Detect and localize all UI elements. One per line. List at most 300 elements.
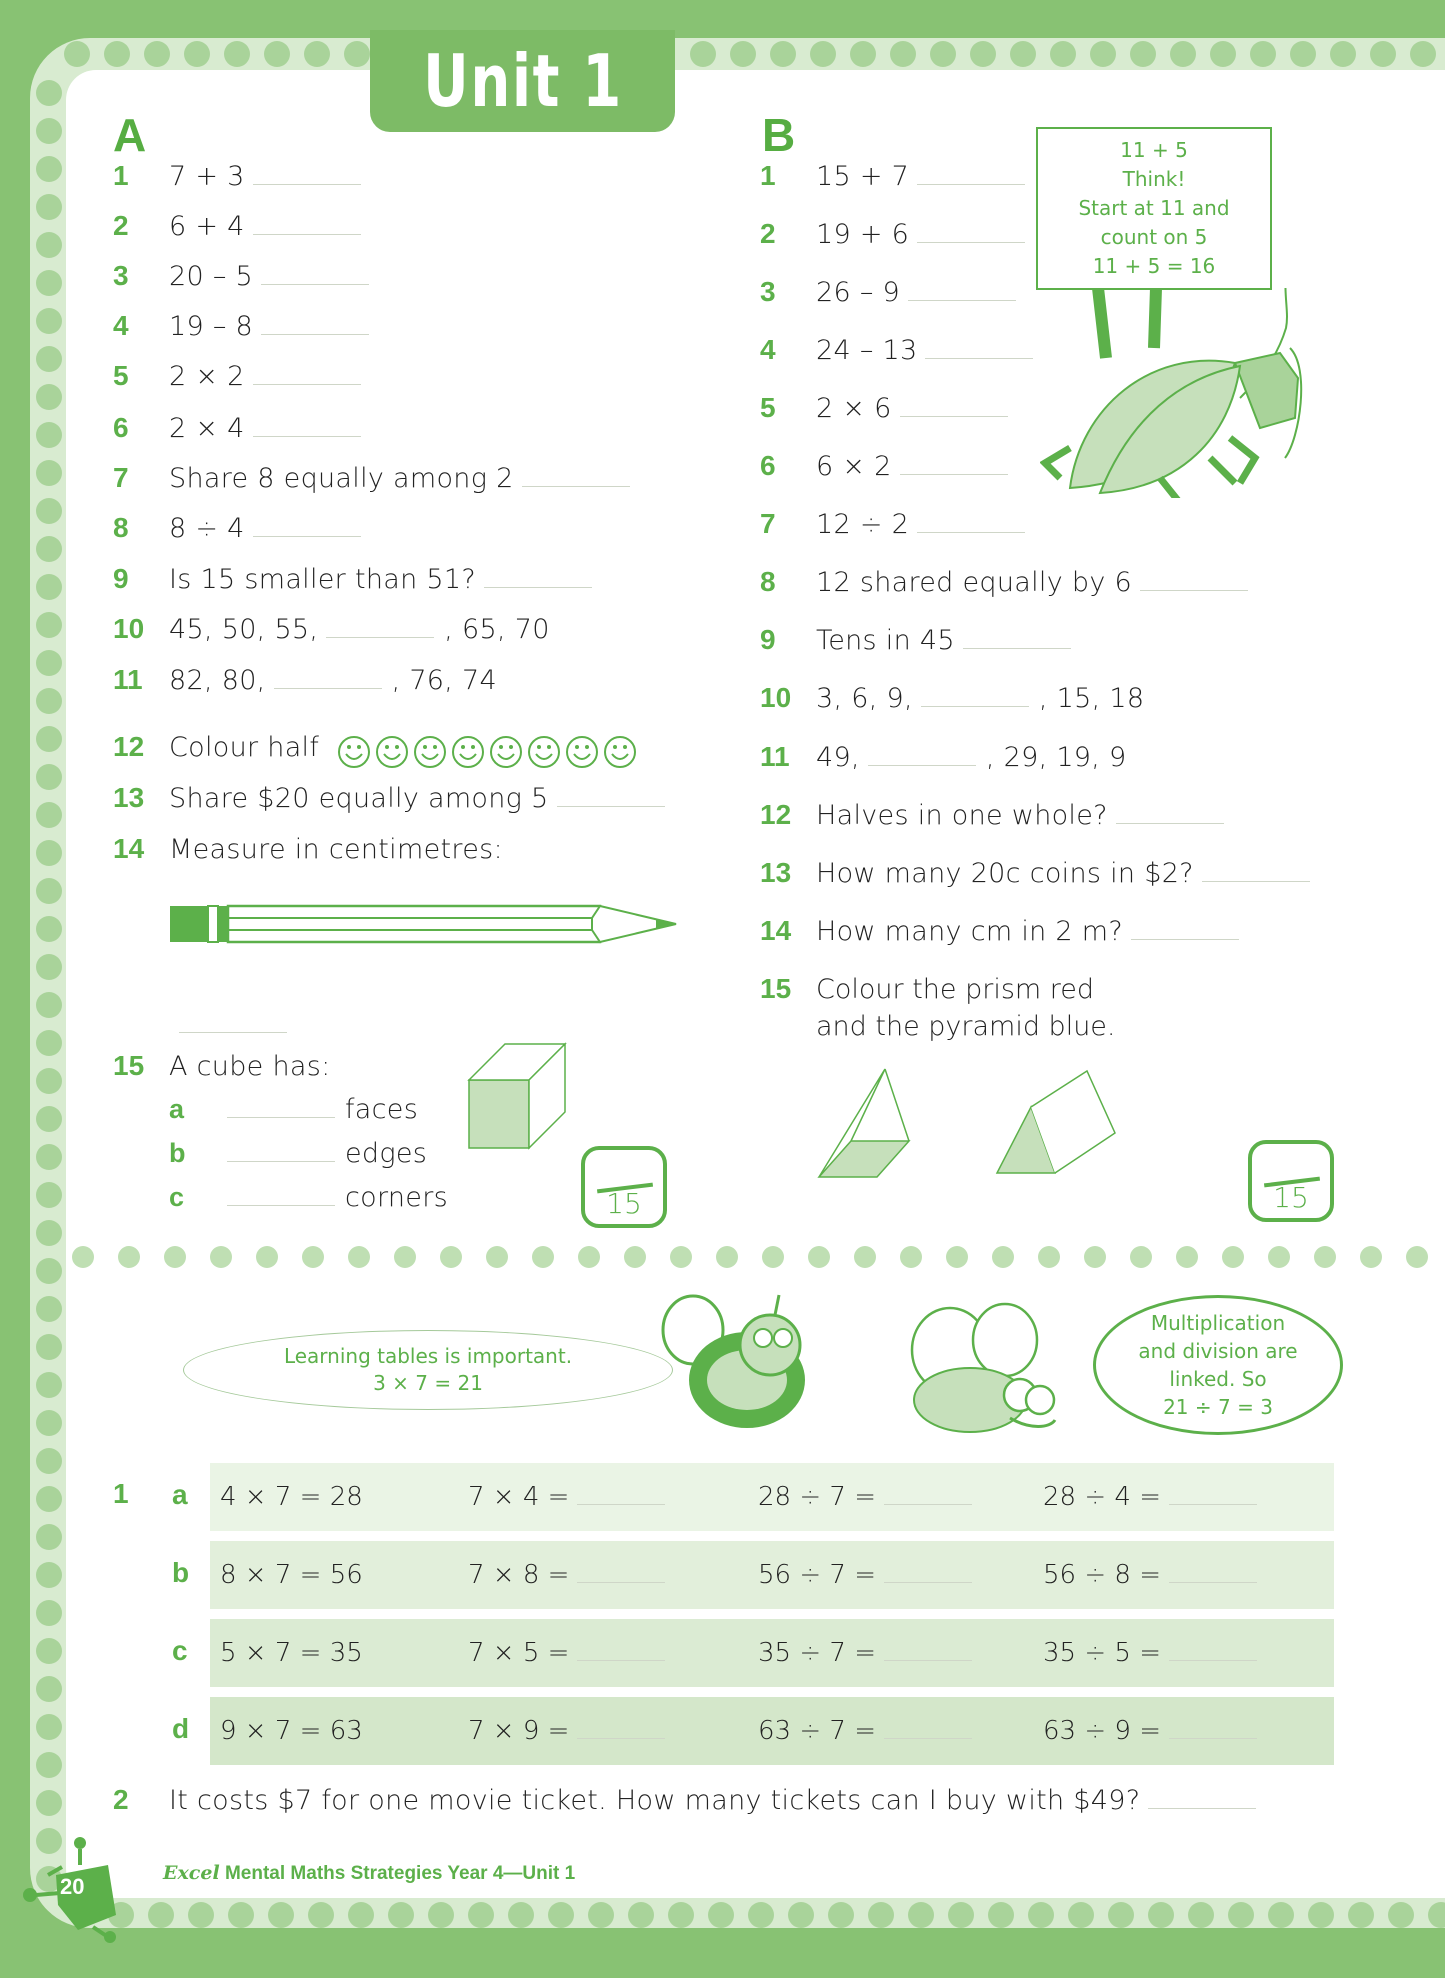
answer-blank[interactable] <box>326 637 434 638</box>
question-number: 2 <box>113 1784 129 1815</box>
border-dot <box>36 1752 62 1778</box>
border-dot <box>36 1448 62 1474</box>
answer-blank[interactable] <box>577 1660 665 1661</box>
border-dot <box>854 1246 876 1268</box>
question-number: 12 <box>113 731 145 762</box>
border-dot <box>930 41 956 67</box>
question-text: Measure in centimetres: <box>169 834 503 865</box>
footer-title-text: Mental Maths Strategies Year 4—Unit 1 <box>224 1863 576 1884</box>
answer-blank[interactable] <box>917 532 1025 533</box>
question-13 <box>113 782 665 814</box>
question-number: 15 <box>113 1050 145 1081</box>
practice-question-1-number: 1 <box>113 1478 129 1509</box>
smiley-row <box>336 734 638 770</box>
border-dot <box>670 1246 692 1268</box>
answer-blank[interactable] <box>1116 823 1224 824</box>
question-text: 19 + 6 <box>816 219 910 250</box>
practice-equation <box>1043 1716 1257 1746</box>
answer-blank[interactable] <box>908 300 1016 301</box>
answer-blank[interactable] <box>577 1504 665 1505</box>
question-number: 2 <box>113 210 129 241</box>
border-dot <box>668 1902 694 1928</box>
border-dot <box>36 688 62 714</box>
border-dot <box>468 1902 494 1928</box>
question-4 <box>113 310 369 342</box>
answer-blank[interactable] <box>900 416 1008 417</box>
border-dot <box>1108 1902 1134 1928</box>
question-15-part-c <box>169 1182 448 1213</box>
border-dot <box>36 1182 62 1208</box>
question-text: 20 – 5 <box>169 261 253 292</box>
border-dot <box>36 232 62 258</box>
answer-blank[interactable] <box>253 184 361 185</box>
border-dot <box>1370 41 1396 67</box>
footer-title <box>163 1862 575 1885</box>
pyramid-and-prism-illustration <box>815 1065 1155 1185</box>
question-2 <box>760 218 1025 250</box>
border-dot <box>36 840 62 866</box>
practice-equation <box>758 1560 972 1590</box>
answer-blank[interactable] <box>253 536 361 537</box>
equation-text: 63 ÷ 9 = <box>1043 1716 1161 1746</box>
border-dot <box>992 1246 1014 1268</box>
page-number: 20 <box>60 1874 85 1899</box>
given-fact <box>220 1560 363 1590</box>
bee-tip-line: Learning tables is important. <box>283 1344 573 1368</box>
hint-line: 11 + 5 <box>1120 138 1188 162</box>
border-dot <box>900 1246 922 1268</box>
answer-blank[interactable] <box>1169 1582 1257 1583</box>
border-dot <box>748 1902 774 1928</box>
pencil-illustration <box>168 900 683 950</box>
question-number: 5 <box>113 360 129 391</box>
equation-text: 4 × 7 = 28 <box>220 1482 363 1512</box>
border-dot <box>1250 41 1276 67</box>
question-text: , 15, 18 <box>1038 683 1145 714</box>
equation-text: 7 × 9 = <box>468 1716 570 1746</box>
answer-blank[interactable] <box>261 284 369 285</box>
question-8 <box>760 566 1248 598</box>
question-7 <box>760 508 1025 540</box>
answer-blank[interactable] <box>1202 881 1310 882</box>
question-4 <box>760 334 1033 366</box>
smiley-face-icon[interactable] <box>412 734 448 770</box>
border-dot <box>770 41 796 67</box>
border-dot <box>256 1246 278 1268</box>
answer-blank[interactable] <box>253 234 361 235</box>
border-dot <box>868 1902 894 1928</box>
question-text: Tens in 45 <box>816 625 955 656</box>
answer-blank[interactable] <box>884 1504 972 1505</box>
border-dot <box>1388 1902 1414 1928</box>
border-dot <box>908 1902 934 1928</box>
border-dot <box>762 1246 784 1268</box>
question-text: and the pyramid blue. <box>816 1011 1116 1042</box>
question-11 <box>113 664 497 696</box>
border-dot <box>1028 1902 1054 1928</box>
question-text: 45, 50, 55, <box>169 614 319 645</box>
fly-speech-bubble <box>1093 1295 1343 1435</box>
question-number: 4 <box>113 310 129 341</box>
hint-line: Think! <box>1122 167 1186 191</box>
equation-text: 35 ÷ 5 = <box>1043 1638 1161 1668</box>
border-dot <box>164 1246 186 1268</box>
answer-blank[interactable] <box>577 1738 665 1739</box>
part-label: c <box>169 1182 185 1212</box>
practice-equation <box>468 1560 665 1590</box>
hint-sign <box>1036 127 1272 290</box>
fly-tip-line: 21 ÷ 7 = 3 <box>1163 1395 1273 1419</box>
border-dot <box>486 1246 508 1268</box>
answer-blank[interactable] <box>900 474 1008 475</box>
question-text: 82, 80, <box>169 665 266 696</box>
equation-text: 56 ÷ 7 = <box>758 1560 876 1590</box>
section-b-score-box <box>1248 1140 1334 1222</box>
answer-blank[interactable] <box>1169 1660 1257 1661</box>
answer-blank[interactable] <box>274 688 382 689</box>
hint-line: 11 + 5 = 16 <box>1092 254 1216 278</box>
smiley-face-icon[interactable] <box>526 734 562 770</box>
equation-text: 8 × 7 = 56 <box>220 1560 363 1590</box>
question-text: 12 shared equally by 6 <box>816 567 1132 598</box>
border-dot <box>394 1246 416 1268</box>
border-dot <box>348 1902 374 1928</box>
border-dot <box>36 1068 62 1094</box>
answer-blank[interactable] <box>921 706 1029 707</box>
answer-blank[interactable] <box>577 1582 665 1583</box>
question-5 <box>113 360 361 392</box>
border-dot <box>268 1902 294 1928</box>
practice-equation <box>758 1482 972 1512</box>
border-dot <box>36 1372 62 1398</box>
given-fact <box>220 1716 363 1746</box>
equation-text: 7 × 4 = <box>468 1482 570 1512</box>
question-number: 8 <box>760 566 776 597</box>
border-dot <box>1314 1246 1336 1268</box>
question-number: 11 <box>760 741 790 772</box>
question-text: 8 ÷ 4 <box>169 513 245 544</box>
question-text: , 76, 74 <box>391 665 498 696</box>
question-number: 7 <box>760 508 776 539</box>
border-dot <box>624 1246 646 1268</box>
section-b-score-total: 15 <box>1273 1181 1309 1214</box>
question-6 <box>113 412 361 444</box>
border-dot <box>548 1902 574 1928</box>
question-text: , 65, 70 <box>444 614 550 645</box>
border-dot <box>1290 41 1316 67</box>
question-text: 7 + 3 <box>169 161 245 192</box>
border-dot <box>104 41 130 67</box>
cricket-illustration <box>1040 288 1340 498</box>
question-text: 2 × 6 <box>816 393 892 424</box>
border-dot <box>36 460 62 486</box>
question-number: 1 <box>760 160 776 191</box>
question-3 <box>760 276 1016 308</box>
border-dot <box>36 1562 62 1588</box>
question-5 <box>760 392 1008 424</box>
equation-text: 5 × 7 = 35 <box>220 1638 363 1668</box>
answer-blank[interactable] <box>227 1161 335 1162</box>
part-label: a <box>169 1094 185 1124</box>
border-dot <box>730 41 756 67</box>
smiley-face-icon[interactable] <box>564 734 600 770</box>
answer-blank[interactable] <box>522 486 630 487</box>
border-dot <box>1050 41 1076 67</box>
question-number: 3 <box>760 276 776 307</box>
question-text: Is 15 smaller than 51? <box>169 564 476 595</box>
question-13 <box>760 857 1310 889</box>
border-dot <box>188 1902 214 1928</box>
hint-line: count on 5 <box>1100 225 1208 249</box>
question-text: 6 × 2 <box>816 451 892 482</box>
question-number: 10 <box>113 613 145 644</box>
border-dot <box>36 156 62 182</box>
smiley-face-icon[interactable] <box>450 734 486 770</box>
fly-tip-line: and division are <box>1138 1339 1298 1363</box>
question-text: How many cm in 2 m? <box>816 916 1124 947</box>
answer-blank[interactable] <box>868 765 976 766</box>
border-dot <box>1406 1246 1428 1268</box>
question-1 <box>113 160 361 192</box>
border-dot <box>708 1902 734 1928</box>
smiley-face-icon[interactable] <box>488 734 524 770</box>
answer-blank[interactable] <box>227 1205 335 1206</box>
question-number: 13 <box>760 857 792 888</box>
question-10 <box>113 613 550 645</box>
border-dot <box>36 650 62 676</box>
smiley-face-icon[interactable] <box>374 734 410 770</box>
equation-text: 56 ÷ 8 = <box>1043 1560 1161 1590</box>
question-number: 3 <box>113 260 129 291</box>
border-dot <box>36 612 62 638</box>
border-dot <box>144 41 170 67</box>
answer-blank[interactable] <box>227 1117 335 1118</box>
question-number: 15 <box>760 973 792 1004</box>
border-dot <box>36 1790 62 1816</box>
smiley-face-icon[interactable] <box>602 734 638 770</box>
practice-row-label: c <box>172 1635 188 1666</box>
question-text: , 29, 19, 9 <box>985 742 1127 773</box>
practice-equation <box>1043 1560 1257 1590</box>
practice-row-label: d <box>172 1713 190 1744</box>
border-dot <box>1010 41 1036 67</box>
border-dot <box>1130 1246 1152 1268</box>
part-label: b <box>169 1138 186 1168</box>
question-number: 13 <box>113 782 145 813</box>
border-dot <box>304 41 330 67</box>
border-dot <box>64 41 90 67</box>
answer-blank[interactable] <box>1140 590 1248 591</box>
border-dot <box>1268 1246 1290 1268</box>
question-number: 4 <box>760 334 776 365</box>
border-dot <box>118 1246 140 1268</box>
border-dot <box>36 194 62 220</box>
question-3 <box>113 260 369 292</box>
border-dot <box>36 1410 62 1436</box>
border-dot <box>36 1106 62 1132</box>
border-dot <box>1176 1246 1198 1268</box>
answer-blank[interactable] <box>1148 1808 1256 1809</box>
question-number: 14 <box>113 833 145 864</box>
border-dot <box>1170 41 1196 67</box>
border-dot <box>988 1902 1014 1928</box>
question-text: Share 8 equally among 2 <box>169 463 514 494</box>
answer-blank[interactable] <box>917 242 1025 243</box>
border-dot <box>36 118 62 144</box>
border-dot <box>36 1030 62 1056</box>
border-dot <box>1228 1902 1254 1928</box>
border-dot <box>788 1902 814 1928</box>
practice-equation <box>468 1638 665 1668</box>
border-dot <box>36 1296 62 1322</box>
answer-blank[interactable] <box>917 184 1025 185</box>
footer-brand: Excel <box>163 1862 220 1884</box>
border-dot <box>1410 41 1436 67</box>
section-a-score-total: 15 <box>606 1187 642 1220</box>
border-dot <box>690 41 716 67</box>
question-text: 2 × 4 <box>169 413 245 444</box>
answer-blank[interactable] <box>1169 1738 1257 1739</box>
border-dot <box>440 1246 462 1268</box>
border-dot <box>72 1246 94 1268</box>
question-text: 49, <box>816 742 860 773</box>
question-number: 14 <box>760 915 792 946</box>
border-dot <box>388 1902 414 1928</box>
question-text: It costs $7 for one movie ticket. How many tickets can I buy with $49? <box>169 1785 1141 1816</box>
border-dot <box>264 41 290 67</box>
border-dot <box>36 1258 62 1284</box>
answer-blank[interactable] <box>484 587 592 588</box>
question-number: 12 <box>760 799 792 830</box>
question-2 <box>113 210 361 242</box>
border-dot <box>716 1246 738 1268</box>
border-dot <box>1068 1902 1094 1928</box>
question-12 <box>113 731 319 763</box>
border-dot <box>36 1334 62 1360</box>
answer-blank[interactable] <box>884 1738 972 1739</box>
question-9 <box>760 624 1071 656</box>
fly-tip-line: Multiplication <box>1150 1311 1286 1335</box>
practice-question-2 <box>113 1784 1256 1816</box>
border-dot <box>628 1902 654 1928</box>
border-dot <box>36 1638 62 1664</box>
border-dot <box>184 41 210 67</box>
question-number: 6 <box>113 412 129 443</box>
border-dot <box>1038 1246 1060 1268</box>
question-15 <box>113 1050 330 1082</box>
border-dot <box>36 1524 62 1550</box>
practice-row-label: b <box>172 1557 190 1588</box>
answer-blank[interactable] <box>253 436 361 437</box>
border-dot <box>36 308 62 334</box>
border-dot <box>1222 1246 1244 1268</box>
answer-blank[interactable] <box>884 1660 972 1661</box>
given-fact <box>220 1482 363 1512</box>
border-dot <box>946 1246 968 1268</box>
question-text: 26 – 9 <box>816 277 900 308</box>
equation-text: 7 × 8 = <box>468 1560 570 1590</box>
border-dot <box>36 270 62 296</box>
question-number: 8 <box>113 512 129 543</box>
border-dot <box>1308 1902 1334 1928</box>
answer-blank[interactable] <box>253 384 361 385</box>
question-14 <box>113 833 503 865</box>
border-dot <box>1084 1246 1106 1268</box>
fly-illustration <box>890 1300 1060 1450</box>
answer-blank[interactable] <box>925 358 1033 359</box>
part-text: edges <box>345 1138 428 1169</box>
border-dot <box>36 1600 62 1626</box>
answer-blank[interactable] <box>1131 939 1239 940</box>
border-dot <box>36 80 62 106</box>
border-dot <box>828 1902 854 1928</box>
question-text: 15 + 7 <box>816 161 910 192</box>
bee-tip-line: 3 × 7 = 21 <box>373 1371 483 1395</box>
question-1 <box>760 160 1025 192</box>
unit-title: Unit 1 <box>422 39 623 123</box>
border-dot <box>36 1676 62 1702</box>
border-dot <box>810 41 836 67</box>
equation-text: 35 ÷ 7 = <box>758 1638 876 1668</box>
border-dot <box>850 41 876 67</box>
border-dot <box>36 916 62 942</box>
border-dot <box>1130 41 1156 67</box>
answer-blank[interactable] <box>557 806 665 807</box>
practice-row-label: a <box>172 1479 188 1510</box>
equation-text: 9 × 7 = 63 <box>220 1716 363 1746</box>
question-9 <box>113 563 592 595</box>
practice-equation <box>1043 1638 1257 1668</box>
question-text: A cube has: <box>169 1051 331 1082</box>
border-dot <box>36 764 62 790</box>
border-dot <box>148 1902 174 1928</box>
answer-blank[interactable] <box>1169 1504 1257 1505</box>
hint-line: Start at 11 and <box>1078 196 1230 220</box>
border-dot <box>578 1246 600 1268</box>
practice-row-b <box>210 1541 1334 1609</box>
practice-equation <box>468 1482 665 1512</box>
question-text: Halves in one whole? <box>816 800 1108 831</box>
fly-tip-line: linked. So <box>1169 1367 1267 1391</box>
border-dot <box>228 1902 254 1928</box>
answer-blank[interactable] <box>261 334 369 335</box>
question-7 <box>113 462 630 494</box>
equation-text: 7 × 5 = <box>468 1638 570 1668</box>
border-dot <box>948 1902 974 1928</box>
border-dot <box>36 422 62 448</box>
border-dot <box>1360 1246 1382 1268</box>
part-text: corners <box>345 1182 448 1213</box>
border-dot <box>302 1246 324 1268</box>
border-dot <box>970 41 996 67</box>
border-dot <box>36 878 62 904</box>
equation-text: 63 ÷ 7 = <box>758 1716 876 1746</box>
answer-blank[interactable] <box>884 1582 972 1583</box>
border-dot <box>344 41 370 67</box>
border-dot <box>36 536 62 562</box>
border-dot <box>36 1486 62 1512</box>
pencil-length-answer[interactable] <box>179 1032 287 1033</box>
border-dot <box>36 574 62 600</box>
border-dot <box>808 1246 830 1268</box>
border-dot <box>36 992 62 1018</box>
border-dot <box>428 1902 454 1928</box>
smiley-face-icon[interactable] <box>336 734 372 770</box>
question-15 <box>760 973 1116 1042</box>
answer-blank[interactable] <box>963 648 1071 649</box>
question-number: 5 <box>760 392 776 423</box>
border-dot <box>36 1144 62 1170</box>
